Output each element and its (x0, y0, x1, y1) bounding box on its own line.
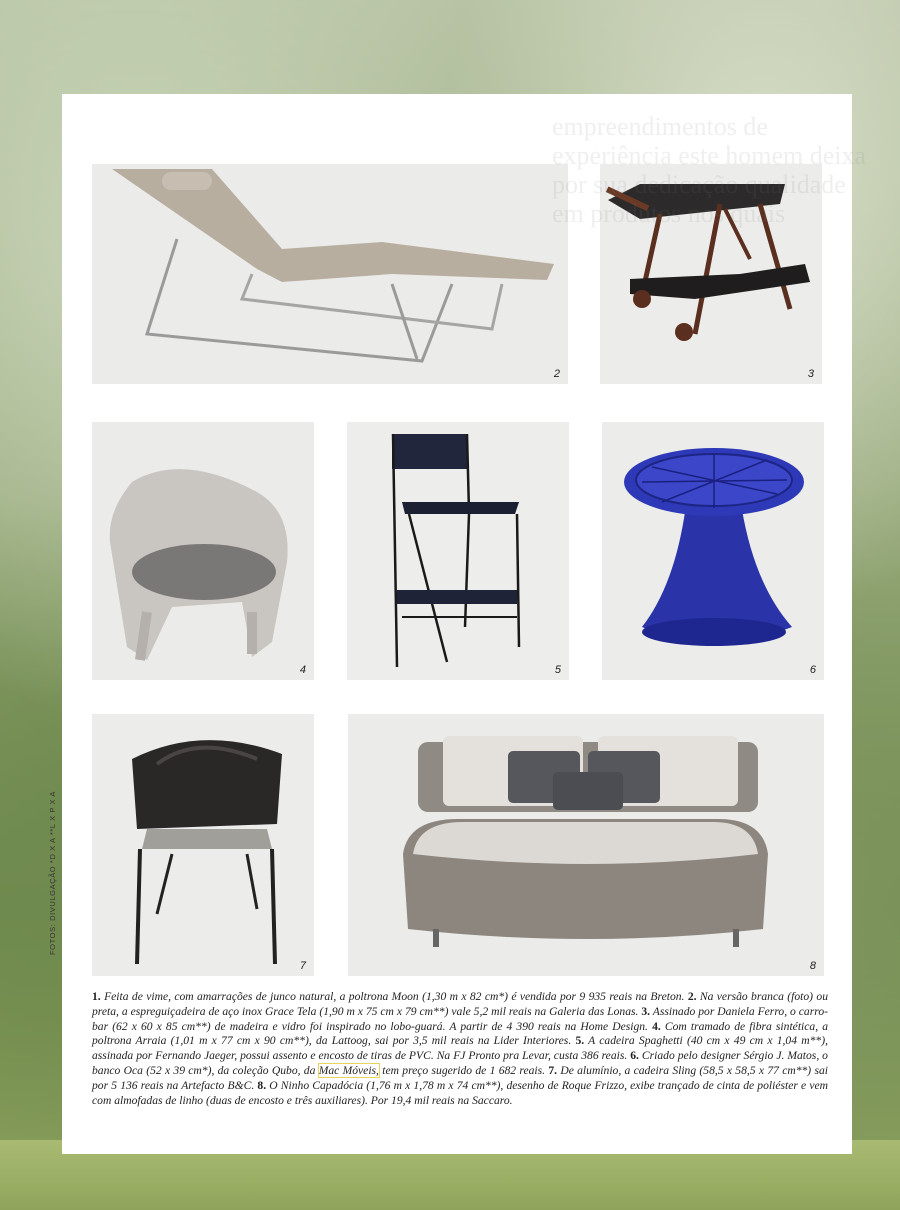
bar-cart-illustration (600, 164, 822, 384)
caption-item-1: 1. Feita de vime, com amarrações de junco natural, a poltrona Moon (1,30 m x 82 cm*) é vendida por 9 935 reais na Breton. (92, 990, 688, 1003)
photo-armchair (92, 422, 314, 680)
oca-stool-illustration (602, 422, 824, 680)
caption-item-5: 5. A cadeira Spaghetti (40 cm x 49 cm x 1,04 m**), assinada por Fernando Jaeger, possui assento e encosto de tiras de PVC. Na FJ Pronto pra Levar, custa 386 reais. (92, 1034, 828, 1063)
chaise-illustration (92, 164, 568, 384)
caption-item-7: 7. De alumínio, a cadeira Sling (58,5 x 58,5 x 77 cm**) sai por 5 136 reais na Artefacto B&C. (92, 1063, 828, 1092)
photo-number: 2 (553, 368, 560, 380)
photo-oca-stool (602, 422, 824, 680)
photo-number: 3 (807, 368, 814, 380)
photo-credit: FOTOS: DIVULGAÇÃO *D X A **L X P X A (48, 790, 57, 955)
photo-number: 4 (299, 664, 306, 676)
caption-item-3: 3. Assinado por Daniela Ferro, o carro-bar (62 x 60 x 85 cm**) de madeira e vidro foi inspirado no lobo-guará. A partir de 4 390 reais na Home Design. (92, 1004, 828, 1033)
caption-item-4: 4. Com tramado de fibra sintética, a poltrona Arraia (1,01 m x 77 cm x 90 cm**), da Lattoog, sai por 3,5 mil reais na Lider Interiores. (92, 1019, 828, 1048)
photo-number: 6 (809, 664, 816, 676)
caption-item-8: 8. O Ninho Capadócia (1,76 m x 1,78 m x 74 cm**), desenho de Roque Frizzo, exibe trançado de cinta de poliéster e vem com almofadas de linho (duas de encosto e três auxiliares). Por 19,4 mil reais na Saccaro. (92, 1078, 828, 1107)
photo-sling-chair (92, 714, 314, 976)
highlighted-brand[interactable]: Mac Móveis, (318, 1063, 379, 1077)
armchair-illustration (92, 422, 314, 680)
photo-number: 5 (554, 664, 561, 676)
photo-number: 8 (809, 960, 816, 972)
daybed-illustration (348, 714, 824, 976)
photo-daybed (348, 714, 824, 976)
photo-number: 7 (299, 960, 306, 972)
sling-chair-illustration (92, 714, 314, 976)
caption-item-6: 6. Criado pelo designer Sérgio J. Matos, o banco Oca (52 x 39 cm*), da coleção Qubo, da Mac Móveis, tem preço sugerido de 1 682 reais. (92, 1049, 828, 1077)
caption-item-2: 2. Na versão branca (foto) ou preta, a espreguiçadeira de aço inox Grace Tela (1,90 m x 75 cm x 79 cm**) vale 5,2 mil reais na Galeria das Lonas. (92, 990, 828, 1018)
caption-text (92, 990, 828, 1108)
photo-chaise (92, 164, 568, 384)
photo-bar-stool (347, 422, 569, 680)
photo-bar-cart (600, 164, 822, 384)
bar-stool-illustration (347, 422, 569, 680)
